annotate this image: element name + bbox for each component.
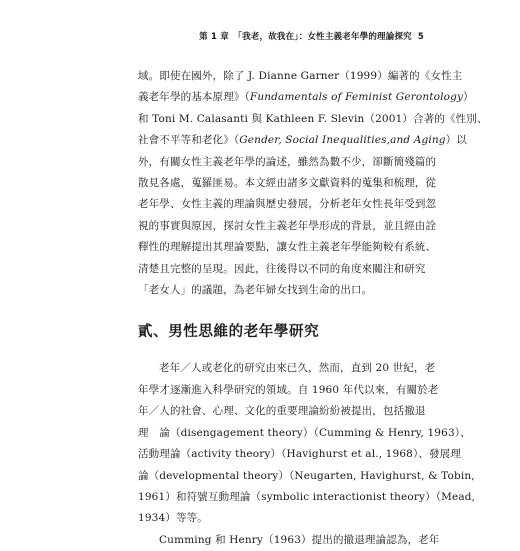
- text-span: 義老年學的基本原理》（: [138, 91, 250, 104]
- running-header: [199, 30, 424, 42]
- text-span: ）: [463, 91, 474, 104]
- text-line: 散見各處，蒐羅匪易。本文經由諸多文獻資料的蒐集和梳理，從: [138, 177, 437, 190]
- text-line: 域。即使在國外，除了 J. Dianne Garner（1999）編著的《女性主: [138, 70, 463, 82]
- section-heading: 貳、男性思維的老年學研究: [138, 323, 320, 341]
- text-line: 釋性的理解提出其理論要點，讓女性主義老年學能夠較有系統、: [138, 241, 437, 254]
- running-head-title: 第 1 章 「我老，故我在」：女性主義老年學的理論探究: [199, 32, 412, 42]
- book-title-en: Gender, Social Inequalities,and Aging: [239, 134, 446, 147]
- paragraph-3: [138, 530, 440, 551]
- text-line: Cumming 和 Henry（1963）提出的撤退理論認為，老年: [159, 533, 440, 546]
- text-line: 清楚且完整的呈現。因此，往後得以不同的角度來關注和研究: [138, 262, 426, 275]
- text-line: 視的事實與原因，探討女性主義老年學形成的背景，並且經由詮: [138, 219, 437, 232]
- text-line: 1961）和符號互動理論（symbolic interactionist theory）（Mead,: [138, 490, 476, 503]
- page-number: 5: [417, 32, 424, 42]
- text-line: 「老女人」的議題，為老年婦女找到生命的出口。: [138, 284, 373, 297]
- text-line: 1934）等等。: [138, 512, 208, 525]
- text-line: 年／人的社會、心理、文化的重要理論紛紛被提出，包括撤退: [138, 405, 426, 418]
- text-line: 老年／人或老化的研究由來已久，然而，直到 20 世紀，老: [159, 362, 436, 375]
- text-span: 社會不平等和老化》（: [138, 134, 240, 147]
- text-span: ）以: [445, 134, 467, 147]
- book-title-en: Fundamentals of Feminist Gerontology: [249, 91, 464, 104]
- text-line: 活動理論（activity theory）（Havighurst et al., 1968）、發展理: [138, 448, 462, 461]
- text-line: 論（developmental theory）（Neugarten, Havighurst, & Tobin,: [138, 469, 475, 482]
- text-line: 外，有關女性主義老年學的論述，雖然為數不少，卻斷簡殘篇的: [138, 155, 437, 168]
- paragraph-2: [138, 358, 476, 529]
- text-line: [138, 87, 474, 108]
- text-line: 老年學、女性主義的理論與歷史發展，分析老年女性長年受到忽: [138, 198, 437, 211]
- text-line: 年學才逐漸進入科學研究的領域。自 1960 年代以來，有關於老: [138, 383, 439, 396]
- text-line: 理 論（disengagement theory）（Cumming & Henry, 1963）、: [138, 426, 471, 439]
- text-line: 和 Toni M. Calasanti 與 Kathleen F. Slevin（2001）合著的《性別、: [138, 112, 488, 125]
- text-line: [138, 130, 467, 151]
- body-text: [138, 66, 488, 551]
- paragraph-1: [138, 66, 488, 301]
